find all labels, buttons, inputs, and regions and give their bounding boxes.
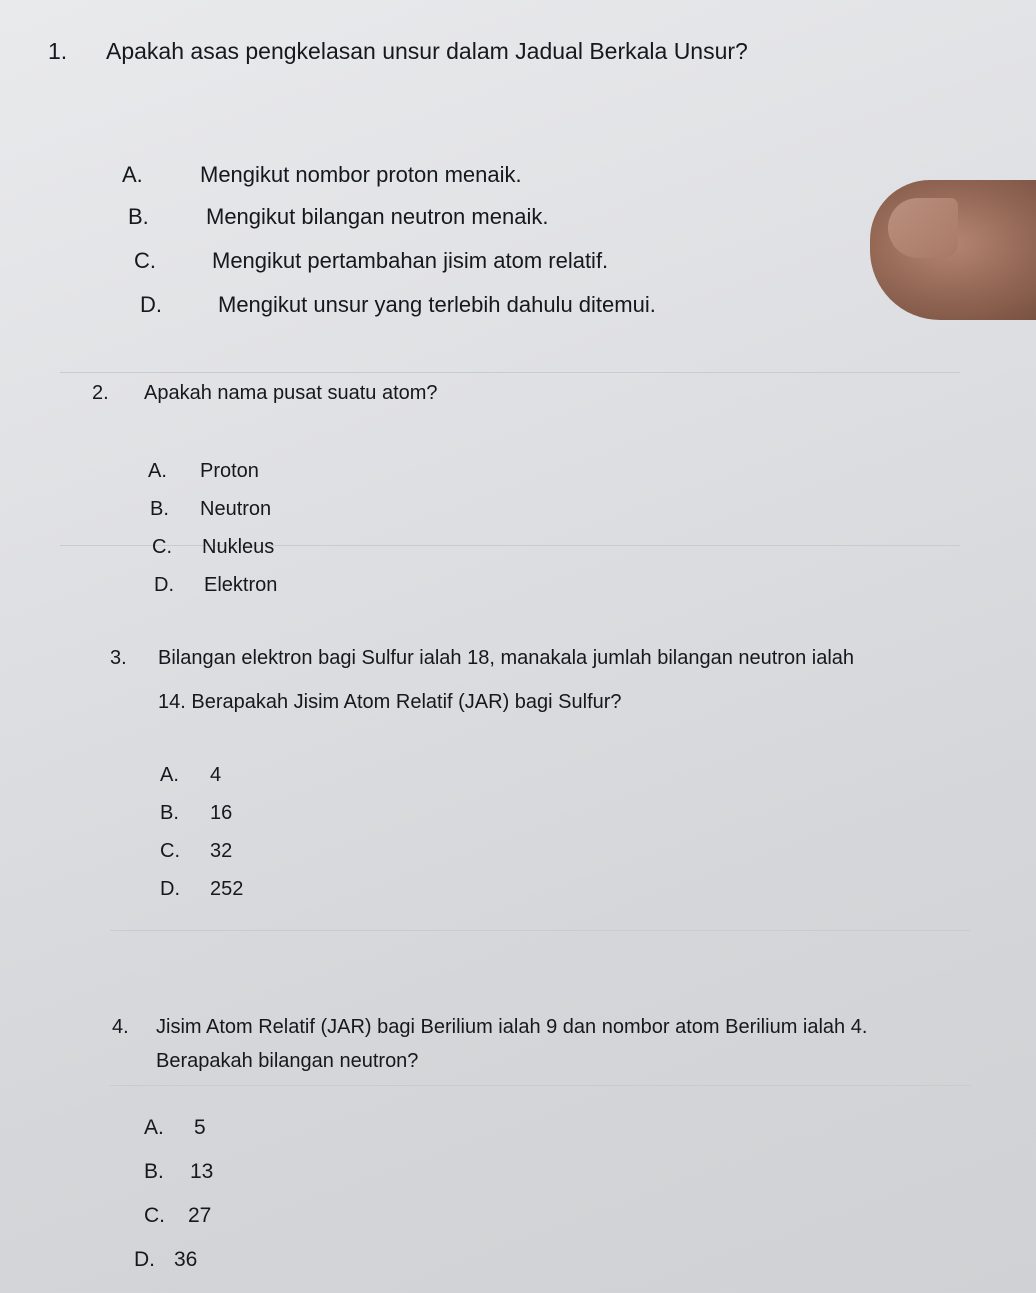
option-letter: D.: [160, 877, 180, 900]
question-text-line-1: Bilangan elektron bagi Sulfur ialah 18, manakala jumlah bilangan neutron ialah: [158, 647, 855, 669]
option-b: [122, 195, 656, 239]
option-d: [134, 1238, 213, 1282]
divider-line: [60, 372, 960, 373]
option-a: [160, 756, 243, 794]
question-number: 3.: [110, 647, 127, 669]
thumb-image: [870, 180, 1036, 320]
question-text: Apakah asas pengkelasan unsur dalam Jadual Berkala Unsur?: [106, 38, 748, 64]
question-number: 2.: [92, 382, 109, 404]
divider-line: [110, 930, 970, 931]
option-c: [122, 239, 656, 283]
option-text: Proton: [200, 459, 259, 482]
option-c: [160, 832, 243, 870]
option-text: Mengikut pertambahan jisim atom relatif.: [212, 248, 609, 273]
option-letter: C.: [160, 839, 180, 862]
option-text: Mengikut nombor proton menaik.: [200, 162, 522, 187]
question-text: Apakah nama pusat suatu atom?: [144, 382, 438, 404]
option-letter: B.: [150, 497, 169, 520]
option-letter: C.: [152, 535, 172, 558]
option-letter: A.: [148, 459, 167, 482]
option-letter: B.: [160, 801, 179, 824]
question-4-options: [134, 1106, 214, 1282]
option-a: [144, 1106, 213, 1150]
option-text: 16: [210, 801, 233, 824]
option-a: [148, 452, 277, 490]
question-3-options: [160, 756, 243, 908]
question-1: [48, 34, 868, 69]
option-letter: A.: [144, 1116, 164, 1139]
option-d: [148, 566, 277, 604]
question-2-options: [148, 452, 277, 604]
option-letter: C.: [144, 1204, 165, 1227]
question-3: [110, 636, 970, 724]
divider-line: [110, 1085, 970, 1086]
option-text: Elektron: [204, 573, 278, 596]
thumbnail-nail: [888, 198, 958, 258]
option-text: 4: [210, 763, 222, 786]
option-text: 27: [188, 1204, 212, 1227]
option-text: 36: [174, 1248, 198, 1271]
question-text-line-2: 14. Berapakah Jisim Atom Relatif (JAR) bagi Sulfur?: [158, 691, 622, 713]
question-1-options: [122, 155, 656, 327]
question-2: [92, 378, 792, 408]
option-text: Mengikut unsur yang terlebih dahulu ditemui.: [218, 292, 656, 317]
option-letter: B.: [128, 204, 149, 229]
option-d: [160, 870, 243, 908]
option-letter: A.: [160, 763, 179, 786]
option-letter: D.: [140, 292, 162, 317]
option-c: [144, 1194, 213, 1238]
question-number: 1.: [48, 38, 68, 64]
option-a: [122, 155, 656, 195]
option-b: [148, 490, 277, 528]
option-letter: D.: [134, 1248, 155, 1271]
option-text: Mengikut bilangan neutron menaik.: [206, 204, 549, 229]
option-b: [160, 794, 243, 832]
question-4: [112, 1010, 1002, 1078]
question-number: 4.: [112, 1016, 129, 1038]
option-letter: B.: [144, 1160, 164, 1183]
option-text: 252: [210, 877, 244, 900]
option-d: [122, 283, 656, 327]
option-letter: A.: [122, 162, 143, 187]
option-b: [144, 1150, 213, 1194]
option-text: 13: [190, 1160, 214, 1183]
question-text-line-2: Berapakah bilangan neutron?: [156, 1050, 419, 1072]
option-text: Nukleus: [202, 535, 275, 558]
option-letter: D.: [154, 573, 174, 596]
option-text: 5: [194, 1116, 206, 1139]
question-text-line-1: Jisim Atom Relatif (JAR) bagi Berilium ialah 9 dan nombor atom Berilium ialah 4.: [156, 1016, 868, 1038]
option-text: Neutron: [200, 497, 272, 520]
option-letter: C.: [134, 248, 156, 273]
option-c: [148, 528, 277, 566]
option-text: 32: [210, 839, 233, 862]
